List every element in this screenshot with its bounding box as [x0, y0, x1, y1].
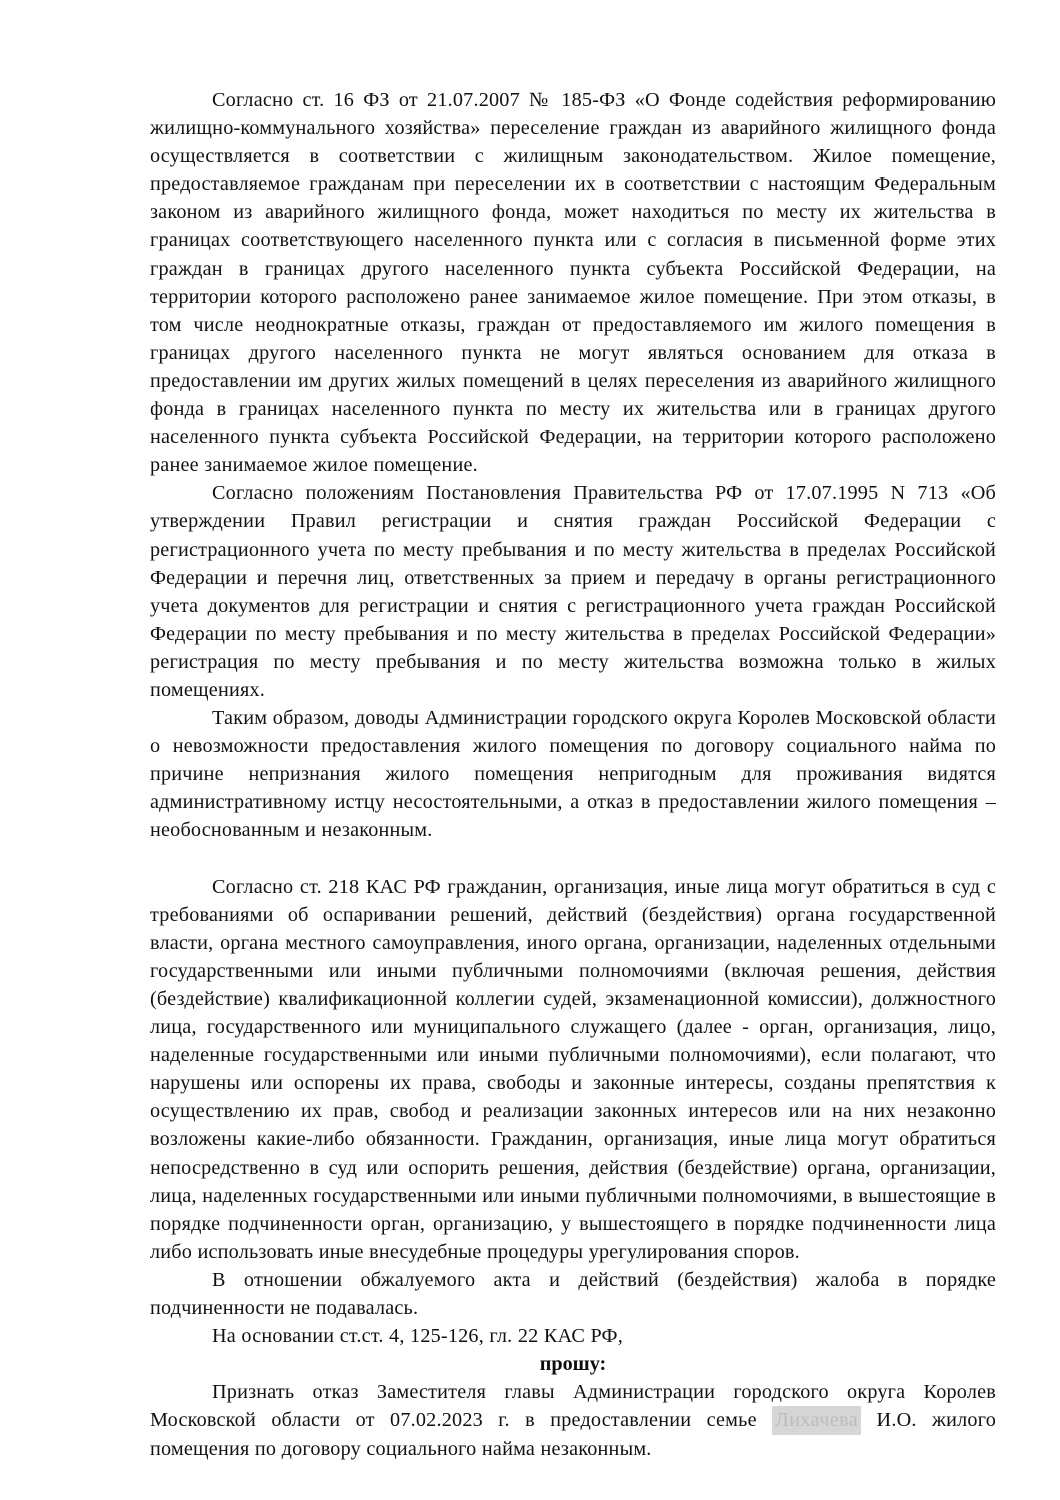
paragraph-government-decree-713: Согласно положениям Постановления Правительства РФ от 17.07.1995 N 713 «Об утверждении Правил регистрации и снятия граждан Российской Федерации с регистрационного учета по месту пребывания и по месту жительства в пределах Российской Федерации и перечня лиц, ответственных за прием и передачу в органы регистрационного учета документов для регистрации и снятия с регистрационного учета граждан Российской Федерации по месту пребывания и по месту жительства в пределах Российской Федерации» регистрация по месту пребывания и по месту жительства возможна только в жилых помещениях. [150, 482, 996, 701]
paragraph-kas-rf-article-218: Согласно ст. 218 КАС РФ гражданин, организация, иные лица могут обратиться в суд с требованиями об оспаривании решений, действий (бездействия) органа государственной власти, органа местного самоуправления, иного органа, организации, наделенных отдельными государственными или иными публичными полномочиями (включая решения, действия (бездействие) квалификационной коллегии судей, экзаменационной комиссии), должностного лица, государственного или муниципального служащего (далее - орган, организация, лицо, наделенные государственными или иными публичными полномочиями), если полагают, что нарушены или оспорены их права, свободы и законные интересы, созданы препятствия к осуществлению их прав, свобод и реализации законных интересов или на них незаконно возложены какие-либо обязанности. Гражданин, организация, иные лица могут обратиться непосредственно в суд или оспорить решения, действия (бездействие) органа, организации, лица, наделенных государственными или иными публичными полномочиями, в вышестоящие в порядке подчиненности орган, организацию, у вышестоящего в порядке подчиненности лица либо использовать иные внесудебные процедуры урегулирования споров. [150, 875, 996, 1263]
redacted-name-block: Лихачева [772, 1406, 861, 1434]
paragraph-petition-request [150, 1378, 996, 1462]
paragraph-legal-basis: На основании ст.ст. 4, 125-126, гл. 22 КАС РФ, [212, 1325, 623, 1348]
petition-text-before-redaction: Признать отказ Заместителя главы Администрации городского округа Королев Московской области от 07.02.2023 г. в предоставлении семье [150, 1381, 996, 1432]
paragraph-federal-law-185-fz: Согласно ст. 16 ФЗ от 21.07.2007 № 185-ФЗ «О Фонде содействия реформированию жилищно-коммунального хозяйства» переселение граждан из аварийного жилищного фонда осуществляется в соответствии с жилищным законодательством. Жилое помещение, предоставляемое гражданам при переселении их в соответствии с настоящим Федеральным законом из аварийного жилищного фонда, может находиться по месту их жительства в границах соответствующего населенного пункта или с согласия в письменной форме этих граждан в границах другого населенного пункта субъекта Российской Федерации, на территории которого расположено ранее занимаемое жилое помещение. При этом отказы, в том числе неоднократные отказы, граждан от предоставляемого им жилого помещения в границах другого населенного пункта не могут являться основанием для отказа в предоставлении им других жилых помещений в целях переселения из аварийного жилищного фонда в границах населенного пункта по месту их жительства или в границах другого населенного пункта субъекта Российской Федерации, на территории которого расположено ранее занимаемое жилое помещение. [150, 89, 996, 477]
document-text-body [150, 86, 996, 1463]
petition-text-after-redaction: И.О. жилого помещения по договору социального найма незаконным. [150, 1409, 996, 1460]
petition-heading: прошу: [539, 1353, 607, 1376]
paragraph-conclusion-administration-arguments: Таким образом, доводы Администрации городского округа Королев Московской области о невозможности предоставления жилого помещения по договору социального найма по причине непризнания жилого помещения непригодным для проживания видятся административному истцу несостоятельными, а отказ в предоставлении жилого помещения – необоснованным и незаконным. [150, 707, 996, 842]
paragraph-complaint-not-filed: В отношении обжалуемого акта и действий (бездействия) жалоба в порядке подчиненности не подавалась. [150, 1268, 996, 1320]
